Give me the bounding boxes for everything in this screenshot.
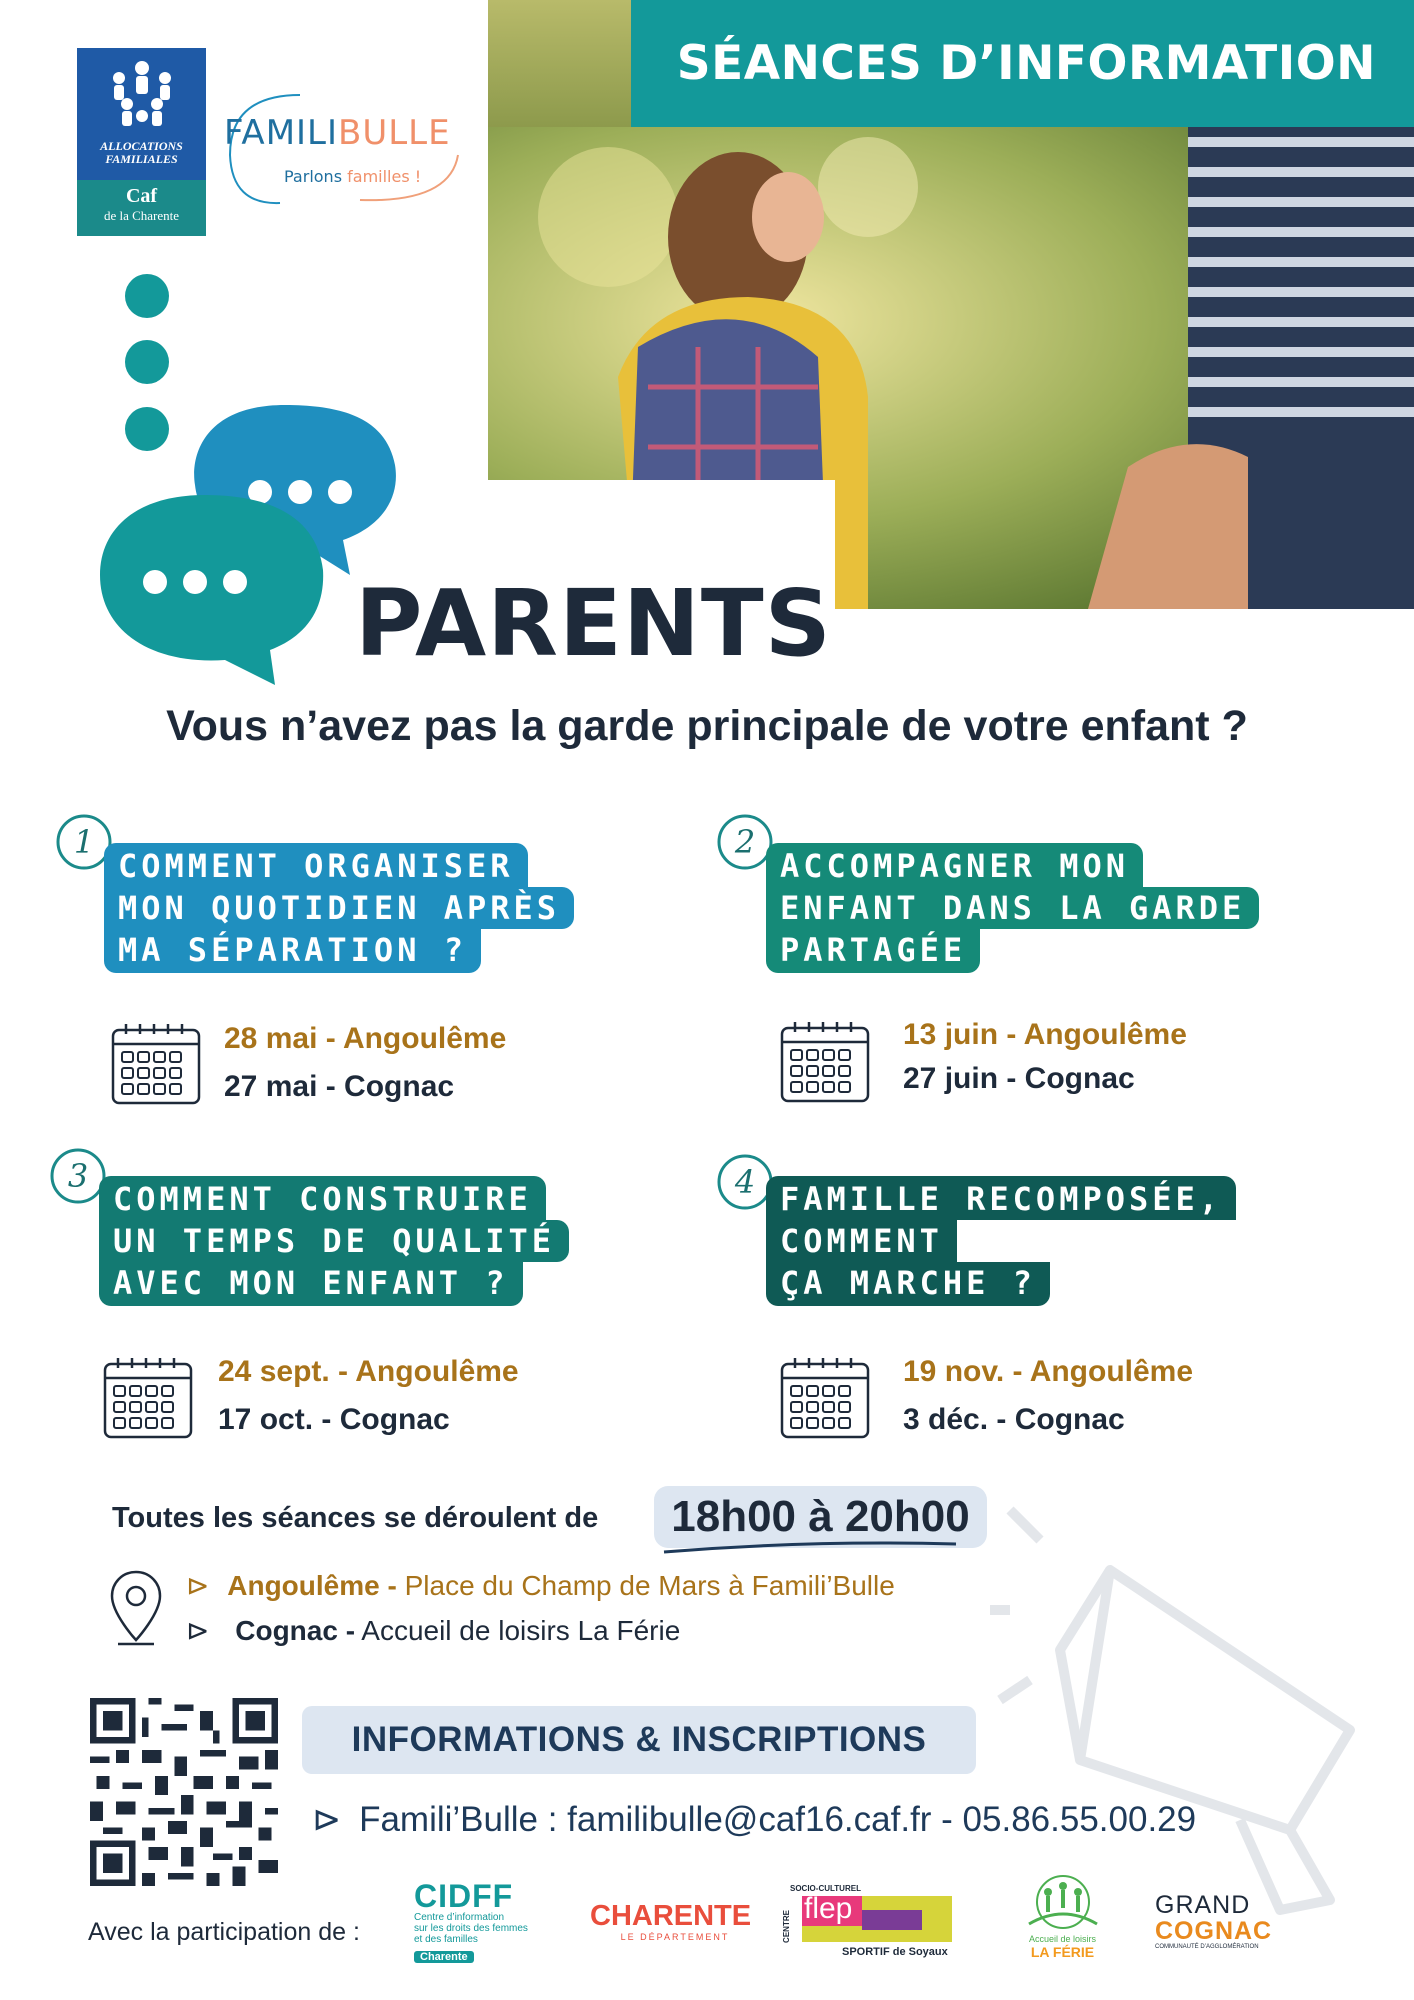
topic-line: UN TEMPS DE QUALITÉ [99, 1220, 569, 1262]
topic-line: PARTAGÉE [766, 929, 980, 973]
flep-side: CENTRE [781, 1910, 791, 1943]
location-city: Cognac - [235, 1615, 356, 1646]
charente-name: CHARENTE [590, 1900, 752, 1932]
caf-logo [77, 48, 206, 236]
arrow-icon: ⊳ [186, 1570, 210, 1601]
familibulle-tagline2: familles ! [347, 167, 422, 186]
location-city: Angoulême - [227, 1570, 397, 1601]
page-title: PARENTS [355, 570, 832, 677]
decor-dot [125, 274, 169, 318]
topic-line: COMMENT [766, 1220, 957, 1262]
topic-title-1 [104, 843, 574, 973]
charente-sub: LE DÉPARTEMENT [620, 1932, 730, 1942]
caf-line4: de la Charente [103, 208, 180, 223]
grandcognac-logo [1155, 1892, 1305, 1950]
topic-line: ENFANT DANS LA GARDE [766, 887, 1259, 929]
flep-logo [781, 1884, 970, 1960]
calendar-icon [102, 1354, 194, 1440]
topic-line: AVEC MON ENFANT ? [99, 1262, 523, 1306]
cidff-region: Charente [414, 1951, 474, 1963]
familibulle-logo [220, 85, 470, 215]
topic-line: FAMILLE RECOMPOSÉE, [766, 1176, 1236, 1220]
flep-top: SOCIO-CULTUREL [790, 1884, 861, 1893]
date-cognac: 27 juin - Cognac [903, 1062, 1135, 1095]
photo-top-strip [488, 0, 631, 127]
info-title: INFORMATIONS & INSCRIPTIONS [302, 1706, 976, 1774]
arrow-icon: ⊳ [186, 1615, 210, 1646]
grandcognac-line3: COMMUNAUTÉ D’AGGLOMÉRATION [1155, 1944, 1259, 1950]
topic-number: 1 [73, 823, 95, 861]
flep-name: flep [804, 1892, 853, 1925]
cidff-desc3: et des familles [414, 1934, 478, 1945]
hours-value: 18h00 à 20h00 [654, 1486, 987, 1548]
laferie-logo [1010, 1874, 1115, 1974]
date-angouleme: 24 sept. - Angoulême [218, 1355, 519, 1388]
caf-line3: Caf [125, 185, 158, 207]
contact-line [312, 1800, 1196, 1840]
cidff-logo [414, 1880, 562, 1970]
contact-text[interactable]: Famili’Bulle : familibulle@caf16.caf.fr - 05.86.55.00.29 [359, 1800, 1197, 1839]
charente-logo [590, 1900, 760, 1942]
flep-bottom: SPORTIF de Soyaux [842, 1946, 948, 1958]
laferie-name: LA FÉRIE [1030, 1944, 1095, 1960]
topic-line: COMMENT ORGANISER [104, 843, 528, 887]
laferie-top: Accueil de loisirs [1028, 1934, 1097, 1944]
caf-people-icon [97, 56, 187, 136]
date-cognac: 17 oct. - Cognac [218, 1403, 450, 1436]
hours-text: Toutes les séances se déroulent de [112, 1502, 599, 1534]
cidff-desc1: Centre d’information [414, 1912, 505, 1923]
cidff-name: CIDFF [414, 1878, 514, 1914]
topic-line: MON QUOTIDIEN APRÈS [104, 887, 574, 929]
megaphone-icon [990, 1500, 1410, 1920]
caf-bottom [77, 180, 206, 236]
topic-number: 4 [734, 1163, 756, 1201]
topic-title-4 [766, 1176, 1236, 1306]
cidff-desc2: sur les droits des femmes [414, 1923, 528, 1934]
topic-title-3 [99, 1176, 569, 1306]
arrow-icon: ⊳ [312, 1800, 342, 1839]
qr-code[interactable] [90, 1698, 278, 1886]
location-place: Place du Champ de Mars à Famili’Bulle [404, 1570, 895, 1601]
familibulle-part1: FAMILI [224, 113, 339, 153]
hours-underline [660, 1538, 960, 1558]
date-angouleme: 28 mai - Angoulême [224, 1022, 507, 1055]
calendar-icon [779, 1018, 871, 1104]
topic-title-2 [766, 843, 1259, 973]
caf-line1: ALLOCATIONS [100, 139, 183, 153]
location-angouleme [186, 1569, 895, 1602]
familibulle-tagline1: Parlons [284, 167, 343, 186]
topic-line: MA SÉPARATION ? [104, 929, 481, 973]
flep-block-purple [862, 1910, 922, 1930]
calendar-icon [779, 1354, 871, 1440]
date-cognac: 3 déc. - Cognac [903, 1403, 1125, 1436]
date-cognac: 27 mai - Cognac [224, 1070, 455, 1103]
decor-dot [125, 340, 169, 384]
topic-line: COMMENT CONSTRUIRE [99, 1176, 546, 1220]
location-cognac [186, 1614, 680, 1647]
topic-number: 2 [734, 823, 756, 861]
location-pin-icon [108, 1568, 164, 1648]
banner-title: SÉANCES D’INFORMATION [631, 0, 1414, 127]
topic-number: 3 [67, 1157, 89, 1195]
familibulle-part2: BULLE [338, 113, 451, 153]
date-angouleme: 19 nov. - Angoulême [903, 1355, 1194, 1388]
grandcognac-line2: COGNAC [1155, 1917, 1273, 1945]
laferie-icon [1023, 1874, 1103, 1930]
grandcognac-line1: GRAND [1155, 1891, 1251, 1919]
subtitle: Vous n’avez pas la garde principale de votre enfant ? [166, 702, 1248, 750]
date-angouleme: 13 juin - Angoulême [903, 1018, 1187, 1051]
caf-line2: FAMILIALES [105, 152, 178, 166]
partners-label: Avec la participation de : [88, 1918, 360, 1946]
topic-line: ACCOMPAGNER MON [766, 843, 1143, 887]
calendar-icon [110, 1020, 202, 1106]
location-place: Accueil de loisirs La Férie [361, 1615, 681, 1646]
topic-line: ÇA MARCHE ? [766, 1262, 1050, 1306]
